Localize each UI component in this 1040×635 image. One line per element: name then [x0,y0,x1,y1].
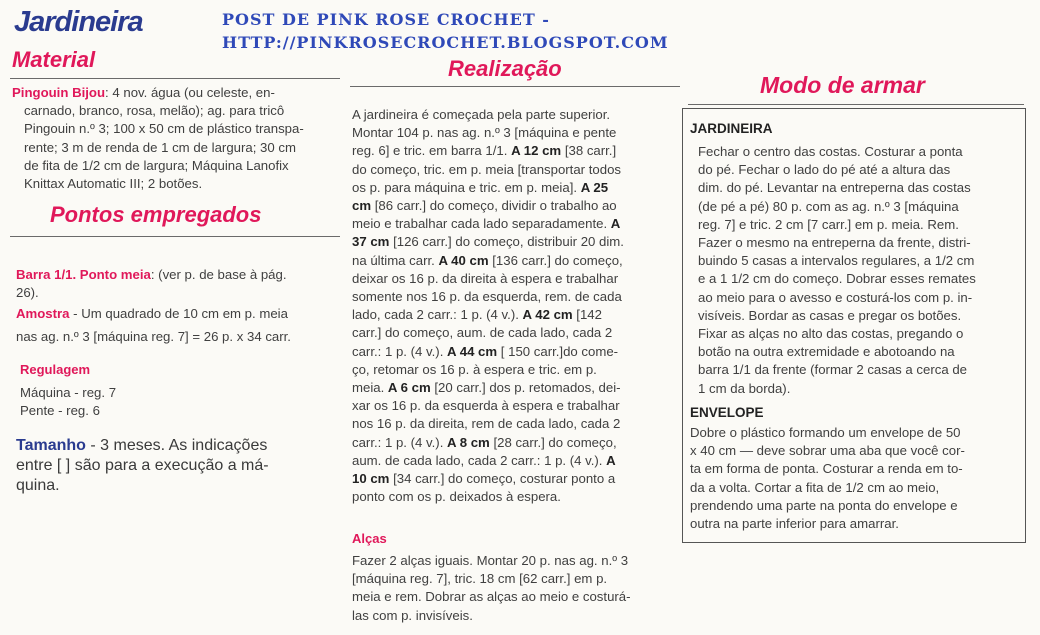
divider [350,86,680,87]
realizacao-line: 10 cm [34 carr.] do começo, costurar ponto a [352,471,616,487]
realizacao-line: ponto com os p. deixados à espera. [352,489,561,505]
divider [10,78,340,79]
realizacao-line: somente nos 16 p. da esquerda, rem. de cada [352,289,622,305]
regulagem-list [20,384,116,420]
alcas-heading: Alças [352,531,387,546]
material-heading: Material [12,47,96,72]
pontos-text: Barra 1/1. Ponto meia: (ver p. de base à pág. 26). Amostra - Um quadrado de 10 cm em p. meia nas ag. n.º 3 [máquina reg. 7] = 26 p. x 34 carr. [16,267,291,344]
realizacao-line: nos 16 p. da direita, rem de cada lado, cada 2 [352,416,621,432]
realizacao-line: xar os 16 p. da esquerda à espera e trabalhar [352,398,620,414]
material-label: Pingouin Bijou [12,85,106,100]
jardineira-heading: JARDINEIRA [690,121,773,136]
realizacao-text [352,106,686,506]
realizacao-line: aum. de cada lado, cada 2 carr.: 1 p. (4 v.). A [352,452,616,468]
regulagem-item: Pente - reg. 6 [20,403,100,419]
tamanho-label: Tamanho [16,437,86,454]
post-credit [222,8,669,54]
modo-heading: Modo de armar [760,72,925,98]
alcas-text: Fazer 2 alças iguais. Montar 20 p. nas ag. n.º 3 [máquina reg. 7], tric. 18 cm [62 carr.] em p. meia e rem. Dobrar as alças ao meio e costurá- las com p. invisíveis. [352,553,631,623]
realizacao-line: Montar 104 p. nas ag. n.º 3 [máquina e pente [352,125,617,141]
realizacao-line: deixar os 16 p. da direita à espera e trabalhar [352,270,619,286]
envelope-heading: ENVELOPE [690,405,764,420]
pontos-heading: Pontos empregados [50,202,262,227]
amostra-label: Amostra [16,306,70,322]
divider [10,236,340,237]
realizacao-line: cm [86 carr.] do começo, dividir o trabalho ao [352,198,617,214]
realizacao-line: na última carr. A 40 cm [136 carr.] do começo, [352,252,623,268]
realizacao-line: carr.: 1 p. (4 v.). A 8 cm [28 carr.] do começo, [352,434,617,450]
post-credit-url: HTTP://PINKROSECROCHET.BLOGSPOT.COM [222,33,669,52]
realizacao-line: ço, retomar os 16 p. à espera e tric. em p. [352,361,597,377]
envelope-text: Dobre o plástico formando um envelope de 50 x 40 cm — deve sobrar uma aba que você cor- ta em forma de ponta. Costurar a renda em to- da a volta. Cortar a fita de 1/2 cm ao meio, prendendo uma parte na ponta do envelope e outra na parte inferior para amarrar. [690,425,965,532]
realizacao-line: do começo, tric. em p. meia [transportar todos [352,161,621,177]
barra-label: Barra 1/1. Ponto meia [16,267,151,282]
material-text: Pingouin Bijou: 4 nov. água (ou celeste, en- carnado, branco, rosa, melão); ag. para tricô Pingouin n.º 3; 100 x 50 cm de plástico transpa- rente; 3 m de renda de 1 cm de largura; 30 cm de fita de 1/2 cm de largura; Máquina Lanofix Knittax Automatic III; 2 botões. [12,85,304,192]
post-credit-line1: POST DE PINK ROSE CROCHET - [222,10,550,29]
regulagem-heading: Regulagem [20,362,91,377]
realizacao-line: carr.: 1 p. (4 v.). A 44 cm [ 150 carr.]do come- [352,343,619,359]
realizacao-heading: Realização [448,56,562,81]
realizacao-line: A jardineira é começada pela parte superior. [352,107,611,122]
realizacao-line: os p. para máquina e tric. em p. meia]. A 25 [352,179,609,195]
realizacao-line: 37 cm [126 carr.] do começo, distribuir 20 dim. [352,234,624,250]
realizacao-line: lado, cada 2 carr.: 1 p. (4 v.). A 42 cm [142 [352,307,602,323]
realizacao-line: meio e trabalhar cada lado separadamente. A [352,216,621,232]
realizacao-line: carr.] do começo, aum. de cada lado, cada 2 [352,325,613,341]
jardineira-text: Fechar o centro das costas. Costurar a ponta do pé. Fechar o lado do pé até a altura das dim. do pé. Levantar na entreperna das costas (de pé a pé) 80 p. com as ag. n.º 3 [máquina reg. 7] e tric. 2 cm [7 carr.] em p. meia. Rem. Fazer o mesmo na entreperna da frente, distri- buindo 5 casas a intervalos regulares, a 1/2 cm e a 1 1/2 cm do começo. Dobrar esses remates ao meio para o avesso e costurá-los com p. in- visíveis. Bordar as casas e pregar os botões. Fixar as alças no alto das costas, pregando o botão na outra extremidade e abotoando na barra 1/1 da frente (formar 2 casas a cerca de 1 cm da borda). [698,144,976,396]
realizacao-line: reg. 6] e tric. em barra 1/1. A 12 cm [38 carr.] [352,143,617,159]
tamanho-text: Tamanho - 3 meses. As indicações entre [ ] são para a execução a má- quina. [16,437,269,494]
realizacao-line: meia. A 6 cm [20 carr.] dos p. retomados, dei- [352,380,621,396]
page-title: Jardineira [14,6,143,38]
divider [688,104,1024,105]
regulagem-item: Máquina - reg. 7 [20,385,117,400]
